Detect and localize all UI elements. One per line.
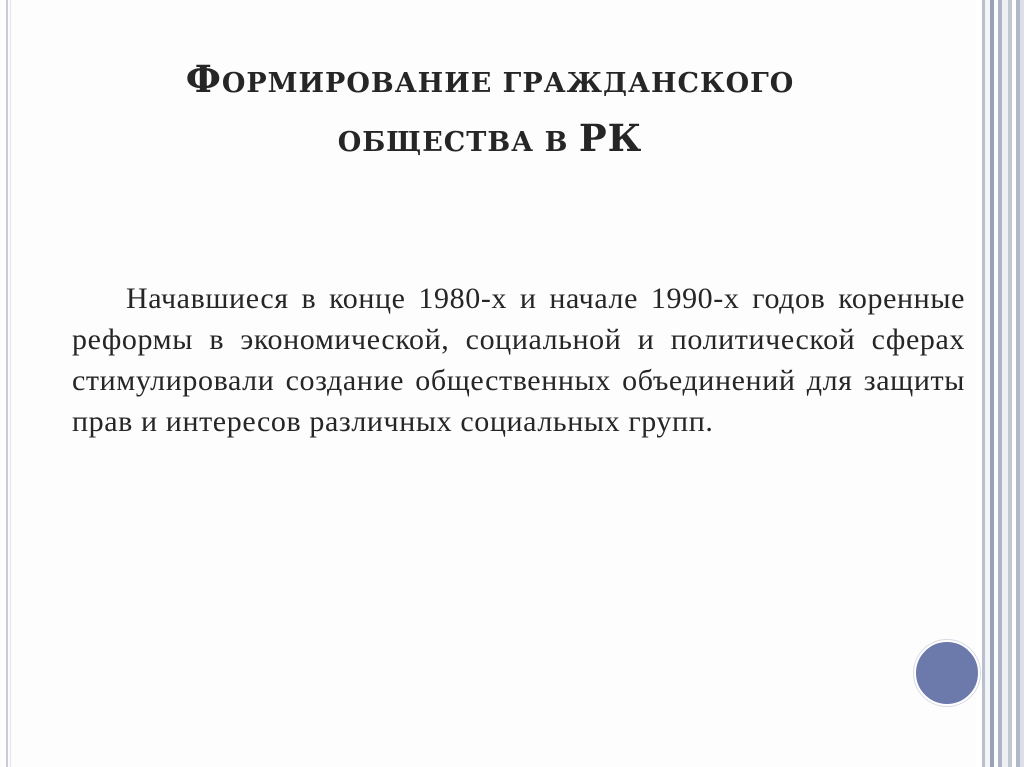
circle-icon [914,640,980,706]
right-decorative-stripes [976,0,1024,767]
title-rest: ОРМИРОВАНИЕ ГРАЖДАНСКОГО [221,68,795,99]
slide-title [100,52,880,170]
title-initial-cap: Ф [185,57,222,101]
slide-title-line2: ОБЩЕСТВА В РК [337,116,643,160]
slide-title-line1 [100,52,880,111]
slide-body-text: Начавшиеся в конце 1980-х и начале 1990-х годов коренные реформы в экономической, социальной и политической сферах стимулировали создание общественных объединений для защиты прав и интересов различных социальных групп. [72,282,965,438]
left-border-line [6,0,8,767]
left-border-line-inner [10,0,11,767]
